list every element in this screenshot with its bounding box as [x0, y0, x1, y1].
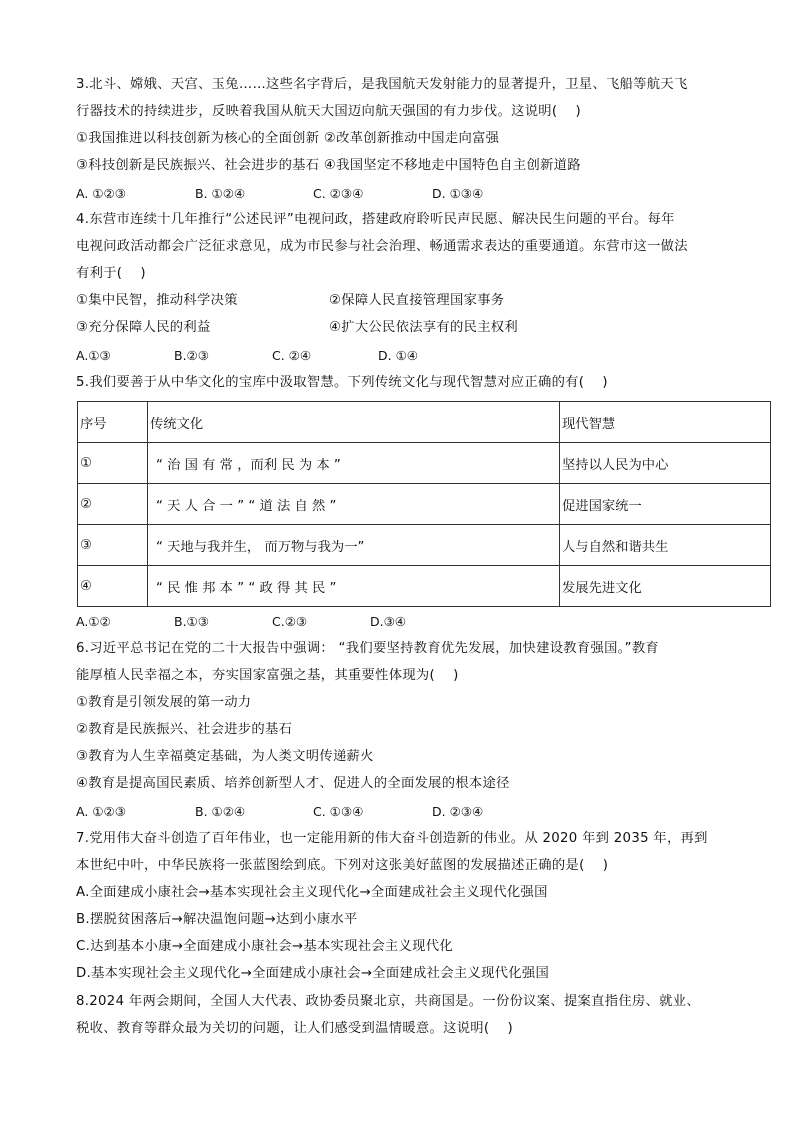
q4-item-4: ④扩大公民依法享有的民主权利 — [329, 320, 518, 335]
table-row — [78, 525, 771, 566]
table-row — [78, 566, 771, 607]
q6-item-4: ④教育是提高国民素质、培养创新型人才、促进人的全面发展的根本途径 — [76, 776, 510, 791]
q5-row-2-tradition: “ 天 人 合 一 ” “ 道 法 自 然 ” — [148, 484, 560, 525]
q7-option-d: D.基本实现社会主义现代化→全面建成小康社会→全面建成社会主义现代化强国 — [76, 966, 550, 981]
q6-item-2: ②教育是民族振兴、社会进步的基石 — [76, 722, 293, 737]
q5-header-tradition: 传统文化 — [148, 402, 560, 443]
q3-option-a: A. ①②③ — [76, 186, 126, 201]
q4-stem-line-2: 电视问政活动都会广泛征求意见，成为市民参与社会治理、畅通需求表达的重要通道。东营市这一做法 — [76, 239, 688, 254]
q7-option-c: C.达到基本小康→全面建成小康社会→基本实现社会主义现代化 — [76, 939, 453, 954]
q4-item-3: ③充分保障人民的利益 — [76, 320, 211, 335]
q6-item-3: ③教育为人生幸福奠定基础，为人类文明传递薪火 — [76, 749, 374, 764]
q5-header-index: 序号 — [78, 402, 148, 443]
q3-option-d: D. ①③④ — [432, 186, 484, 201]
q5-row-1-modern: 坚持以人民为中心 — [560, 443, 771, 484]
q5-row-2-index: ② — [78, 484, 148, 525]
q3-option-c: C. ②③④ — [313, 186, 364, 201]
q5-row-3-index: ③ — [78, 525, 148, 566]
q7-stem-line-1: 7.党用伟大奋斗创造了百年伟业，也一定能用新的伟大奋斗创造新的伟业。从 2020 年到 2035 年，再到 — [76, 831, 708, 846]
q6-option-a: A. ①②③ — [76, 804, 126, 819]
q3-stem-line-2: 行器技术的持续进步，反映着我国从航天大国迈向航天强国的有力步伐。这说明( ) — [76, 104, 581, 119]
q3-item-line-2: ③科技创新是民族振兴、社会进步的基石 ④我国坚定不移地走中国特色自主创新道路 — [76, 158, 581, 173]
q5-row-1-tradition: “ 治 国 有 常 ，而利 民 为 本 ” — [148, 443, 560, 484]
q5-row-4-modern: 发展先进文化 — [560, 566, 771, 607]
table-row — [78, 484, 771, 525]
q5-stem: 5.我们要善于从中华文化的宝库中汲取智慧。下列传统文化与现代智慧对应正确的有( ) — [76, 375, 608, 390]
q8-stem-line-1: 8.2024 年两会期间，全国人大代表、政协委员聚北京，共商国是。一份份议案、提案直指住房、就业、 — [76, 994, 700, 1009]
q6-option-b: B. ①②④ — [195, 804, 246, 819]
q6-stem-line-2: 能厚植人民幸福之本，夯实国家富强之基，其重要性体现为( ) — [76, 668, 459, 683]
q6-item-1: ①教育是引领发展的第一动力 — [76, 695, 252, 710]
q5-row-3-modern: 人与自然和谐共生 — [560, 525, 771, 566]
q4-stem-line-3: 有利于( ) — [76, 266, 146, 281]
table-row — [78, 443, 771, 484]
q4-stem-line-1: 4.东营市连续十几年推行“公述民评”电视问政，搭建政府聆听民声民愿、解决民生问题的平台。每年 — [76, 212, 675, 227]
q5-row-1-index: ① — [78, 443, 148, 484]
q6-stem-line-1: 6.习近平总书记在党的二十大报告中强调： “我们要坚持教育优先发展，加快建设教育强国。”教育 — [76, 641, 660, 656]
q5-option-d: D.③④ — [370, 614, 407, 629]
q4-option-c: C. ②④ — [272, 348, 312, 363]
q6-option-d: D. ②③④ — [432, 804, 484, 819]
q4-option-a: A.①③ — [76, 348, 111, 363]
q4-option-d: D. ①④ — [378, 348, 418, 363]
q4-item-2: ②保障人民直接管理国家事务 — [329, 293, 505, 308]
q5-row-4-index: ④ — [78, 566, 148, 607]
q5-option-b: B.①③ — [174, 614, 209, 629]
q5-row-4-tradition: “ 民 惟 邦 本 ” “ 政 得 其 民 ” — [148, 566, 560, 607]
q5-row-3-tradition: “ 天地与我并生， 而万物与我为一” — [148, 525, 560, 566]
q7-stem-line-2: 本世纪中叶，中华民族将一张蓝图绘到底。下列对这张美好蓝图的发展描述正确的是( ) — [76, 858, 609, 873]
q5-header-modern: 现代智慧 — [560, 402, 771, 443]
q8-stem-line-2: 税收、教育等群众最为关切的问题，让人们感受到温情暖意。这说明( ) — [76, 1021, 514, 1036]
q5-option-c: C.②③ — [272, 614, 308, 629]
q3-option-b: B. ①②④ — [195, 186, 246, 201]
q5-row-2-modern: 促进国家统一 — [560, 484, 771, 525]
q6-option-c: C. ①③④ — [313, 804, 364, 819]
q3-stem-line-1: 3.北斗、嫦娥、天宫、玉兔……这些名字背后，是我国航天发射能力的显著提升，卫星、飞船等航天飞 — [76, 77, 688, 92]
q5-option-a: A.①② — [76, 614, 111, 629]
q7-option-b: B.摆脱贫困落后→解决温饱问题→达到小康水平 — [76, 912, 358, 927]
q5-table-header — [78, 402, 771, 443]
q4-item-1: ①集中民智，推动科学决策 — [76, 293, 238, 308]
q4-option-b: B.②③ — [174, 348, 209, 363]
q7-option-a: A.全面建成小康社会→基本实现社会主义现代化→全面建成社会主义现代化强国 — [76, 885, 548, 900]
q5-table — [77, 401, 771, 607]
q3-item-line-1: ①我国推进以科技创新为核心的全面创新 ②改革创新推动中国走向富强 — [76, 131, 500, 146]
